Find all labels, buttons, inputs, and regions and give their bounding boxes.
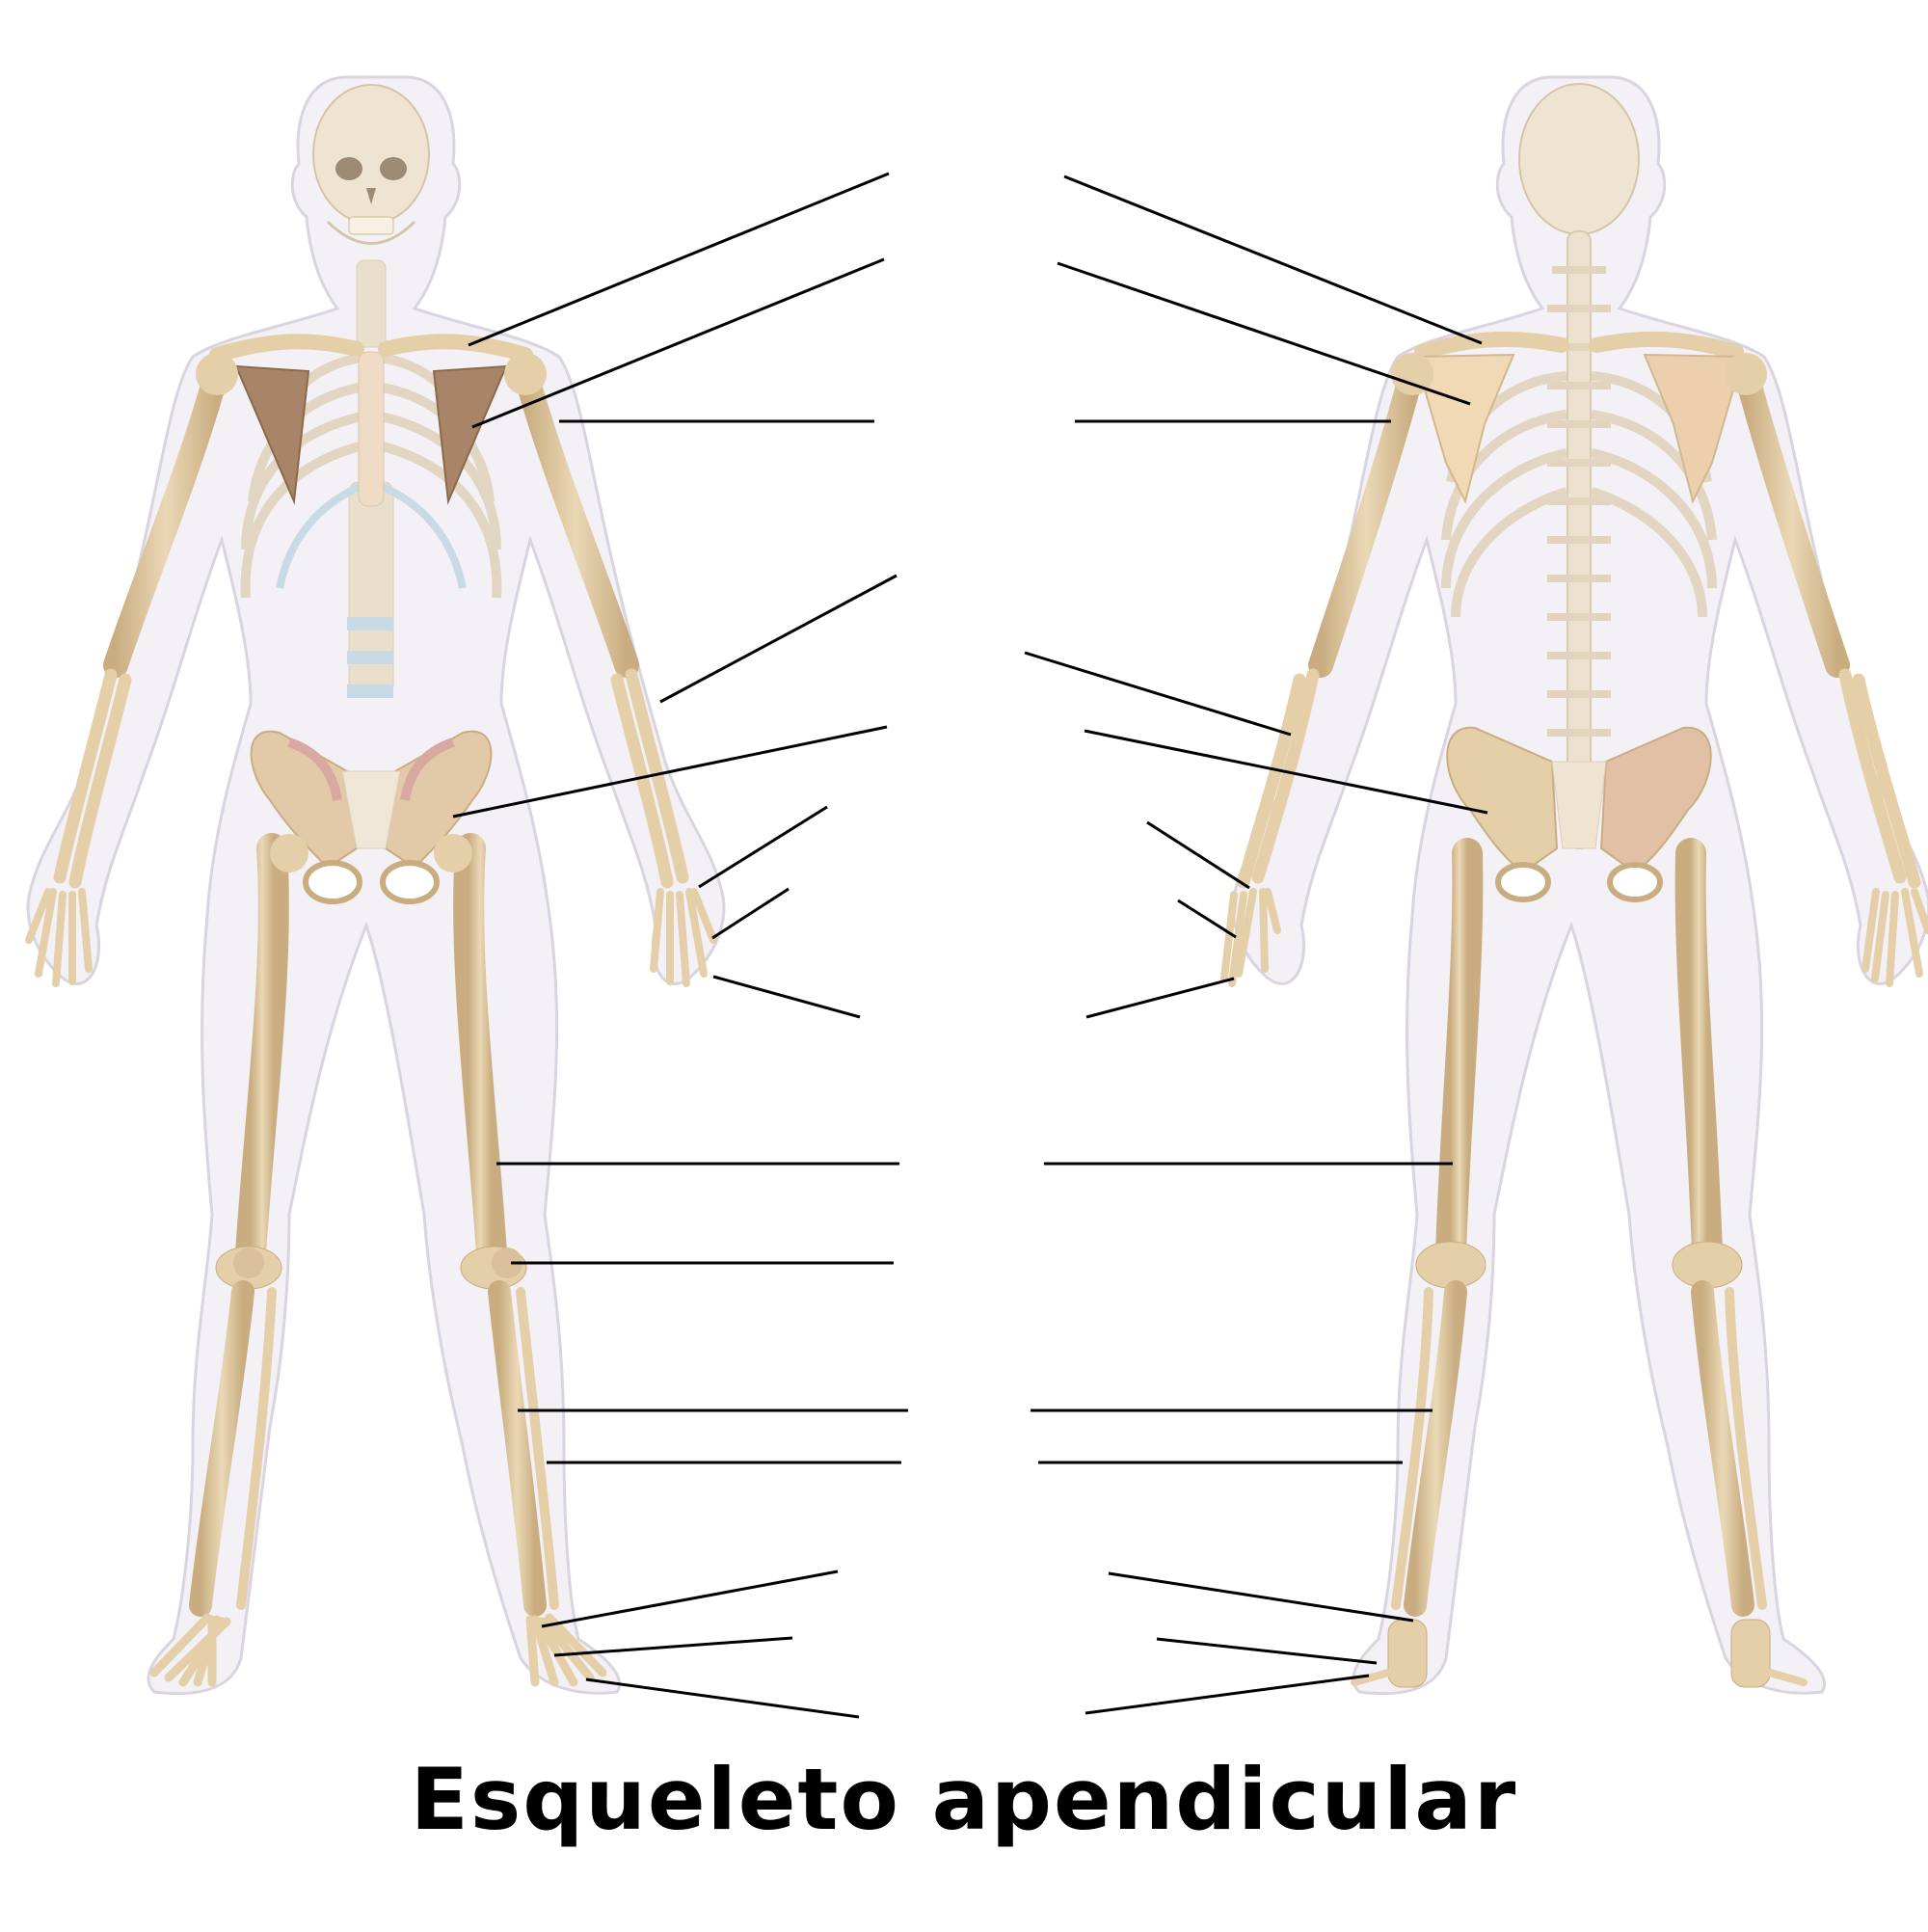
posterior-skull (1519, 84, 1639, 234)
anterior-sternum (359, 352, 384, 506)
leader-line-phalanges-hand-back (1086, 979, 1234, 1017)
posterior-knee-left (1673, 1242, 1742, 1288)
leader-line-clavicle-back (1064, 176, 1482, 343)
anterior-humeral-head-right (196, 353, 238, 395)
leader-line-talus-back (1109, 1573, 1413, 1621)
leader-line-phalanges-foot-back (1085, 1676, 1369, 1713)
leader-line-ulna-back (1025, 653, 1291, 735)
posterior-skeleton (1224, 77, 1928, 1694)
leader-lines (453, 174, 1487, 1717)
leader-line-tarsals-front (542, 1571, 838, 1626)
anterior-femoral-head-right (270, 834, 308, 872)
anterior-femoral-head-left (434, 834, 472, 872)
leader-line-metacarpals-back (1178, 900, 1236, 937)
leader-line-scapula-back (1058, 263, 1470, 404)
leader-line-carpals-back (1147, 822, 1249, 888)
posterior-knee-right (1416, 1242, 1486, 1288)
leader-line-clavicle-front (469, 174, 889, 345)
anterior-skeleton (28, 77, 724, 1694)
leader-line-phalanges-hand-front (713, 977, 860, 1017)
posterior-humeral-head-left (1725, 353, 1767, 395)
anterior-patella-right (233, 1248, 264, 1278)
diagram-title: Esqueleto apendicular (410, 1750, 1518, 1849)
leader-line-carpals-front (699, 807, 827, 887)
posterior-femur-left (1691, 853, 1707, 1253)
leader-line-phalanges-foot-front (586, 1679, 859, 1717)
anterior-humeral-head-left (504, 353, 547, 395)
leader-line-calcaneus-back (1157, 1639, 1377, 1663)
posterior-femur-right (1451, 853, 1467, 1253)
leader-line-radius-front (660, 576, 897, 702)
